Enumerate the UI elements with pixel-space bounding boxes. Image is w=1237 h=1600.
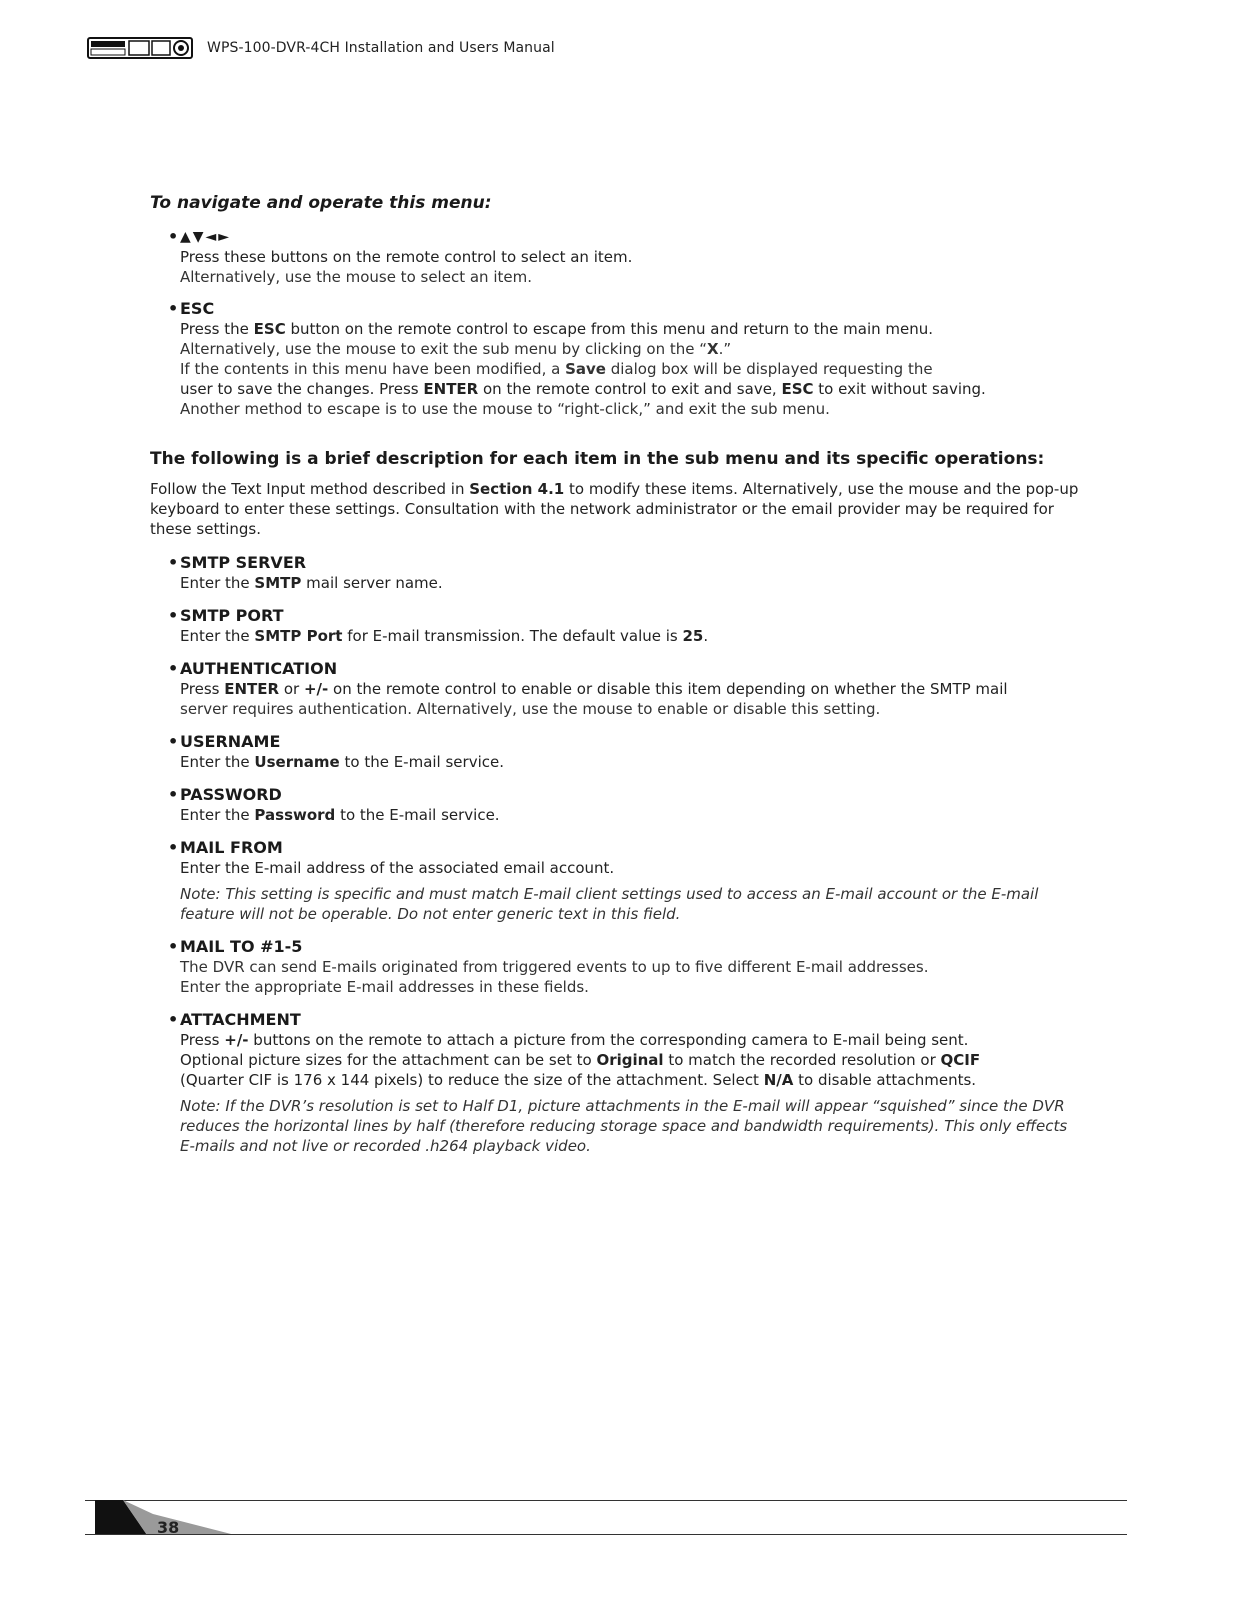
- page-footer: [85, 1500, 1127, 1540]
- esc-line-1: Press the ESC button on the remote control to escape from this menu and return to the main menu.: [180, 320, 934, 338]
- item-title: AUTHENTICATION: [180, 659, 338, 678]
- bullet-icon: •: [168, 937, 179, 956]
- item-mail-from: [168, 838, 1080, 924]
- item-username: [168, 732, 1080, 772]
- item-note: Note: If the DVR’s resolution is set to Half D1, picture attachments in the E-mail will appear “squished” since the DVR reduces the horizontal lines by half (therefore reducing storage space and bandwidth requirements). This only effects E-mails and not live or recorded .h264 playback video.: [180, 1097, 1068, 1155]
- item-title: SMTP PORT: [180, 606, 284, 625]
- item-desc: Press ENTER or +/- on the remote control to enable or disable this item depending on whether the SMTP mail: [180, 680, 1008, 698]
- esc-label: ESC: [180, 299, 215, 318]
- bullet-icon: •: [168, 659, 179, 678]
- item-title: USERNAME: [180, 732, 281, 751]
- bullet-icon: •: [168, 227, 179, 246]
- item-smtp-port: [168, 606, 1080, 646]
- bullet-icon: •: [168, 838, 179, 857]
- item-desc: Enter the Username to the E-mail service.: [180, 753, 504, 771]
- nav-heading: To navigate and operate this menu:: [150, 193, 492, 213]
- item-title: SMTP SERVER: [180, 553, 307, 572]
- esc-line-5: Another method to escape is to use the mouse to “right-click,” and exit the sub menu.: [180, 400, 830, 418]
- item-desc-3: (Quarter CIF is 176 x 144 pixels) to reduce the size of the attachment. Select N/A to disable attachments.: [180, 1071, 977, 1089]
- item-desc: Press +/- buttons on the remote to attach a picture from the corresponding camera to E-mail being sent.: [180, 1031, 969, 1049]
- bullet-icon: •: [168, 299, 179, 318]
- item-title: ATTACHMENT: [180, 1010, 301, 1029]
- item-desc: The DVR can send E-mails originated from triggered events to up to five different E-mail addresses.: [180, 958, 929, 976]
- bullet-icon: •: [168, 553, 179, 572]
- item-authentication: [168, 659, 1080, 719]
- item-title: PASSWORD: [180, 785, 282, 804]
- page-header: [87, 34, 555, 62]
- page-number: 38: [157, 1518, 180, 1537]
- footer-rule-bottom: [85, 1534, 1127, 1535]
- nav-esc-item: [168, 299, 1080, 419]
- item-desc: Enter the SMTP Port for E-mail transmission. The default value is 25.: [180, 627, 709, 645]
- bullet-icon: •: [168, 785, 179, 804]
- item-attachment: [168, 1010, 1080, 1156]
- item-smtp-server: [168, 553, 1080, 593]
- bullet-icon: •: [168, 732, 179, 751]
- item-note: Note: This setting is specific and must match E-mail client settings used to access an E-mail account or the E-mail feature will not be operable. Do not enter generic text in this field.: [180, 885, 1039, 923]
- arrow-keys-label: ▲▼◄►: [180, 229, 232, 245]
- item-desc-2: server requires authentication. Alternatively, use the mouse to enable or disable this setting.: [180, 700, 881, 718]
- sub-menu-intro: Follow the Text Input method described in Section 4.1 to modify these items. Alternatively, use the mouse and the pop-up keyboard to enter these settings. Consultation with the network administrator or the email provider may be required for these settings.: [150, 480, 1079, 538]
- arrows-desc-1: Press these buttons on the remote control to select an item.: [180, 248, 633, 266]
- item-desc-2: Enter the appropriate E-mail addresses in these fields.: [180, 978, 589, 996]
- item-title: MAIL FROM: [180, 838, 283, 857]
- bullet-icon: •: [168, 1010, 179, 1029]
- esc-line-2: Alternatively, use the mouse to exit the sub menu by clicking on the “X.”: [180, 340, 732, 358]
- footer-rule-top: [85, 1500, 1127, 1501]
- item-desc: Enter the E-mail address of the associated email account.: [180, 859, 615, 877]
- sub-menu-heading: The following is a brief description for each item in the sub menu and its specific operations:: [150, 449, 1045, 469]
- esc-line-3: If the contents in this menu have been modified, a Save dialog box will be displayed requesting the: [180, 360, 933, 378]
- item-title: MAIL TO #1-5: [180, 937, 303, 956]
- item-desc: Enter the Password to the E-mail service.: [180, 806, 500, 824]
- arrows-desc-2: Alternatively, use the mouse to select an item.: [180, 268, 532, 286]
- bullet-icon: •: [168, 606, 179, 625]
- nav-arrows-item: [168, 227, 1080, 287]
- item-desc: Enter the SMTP mail server name.: [180, 574, 443, 592]
- dvr-device-icon: [87, 35, 193, 61]
- esc-line-4: user to save the changes. Press ENTER on the remote control to exit and save, ESC to exit without saving.: [180, 380, 986, 398]
- item-mail-to: [168, 937, 1080, 997]
- item-desc-2: Optional picture sizes for the attachment can be set to Original to match the recorded resolution or QCIF: [180, 1051, 981, 1069]
- main-content: [150, 193, 1080, 1156]
- header-title: WPS-100-DVR-4CH Installation and Users Manual: [207, 40, 555, 56]
- item-password: [168, 785, 1080, 825]
